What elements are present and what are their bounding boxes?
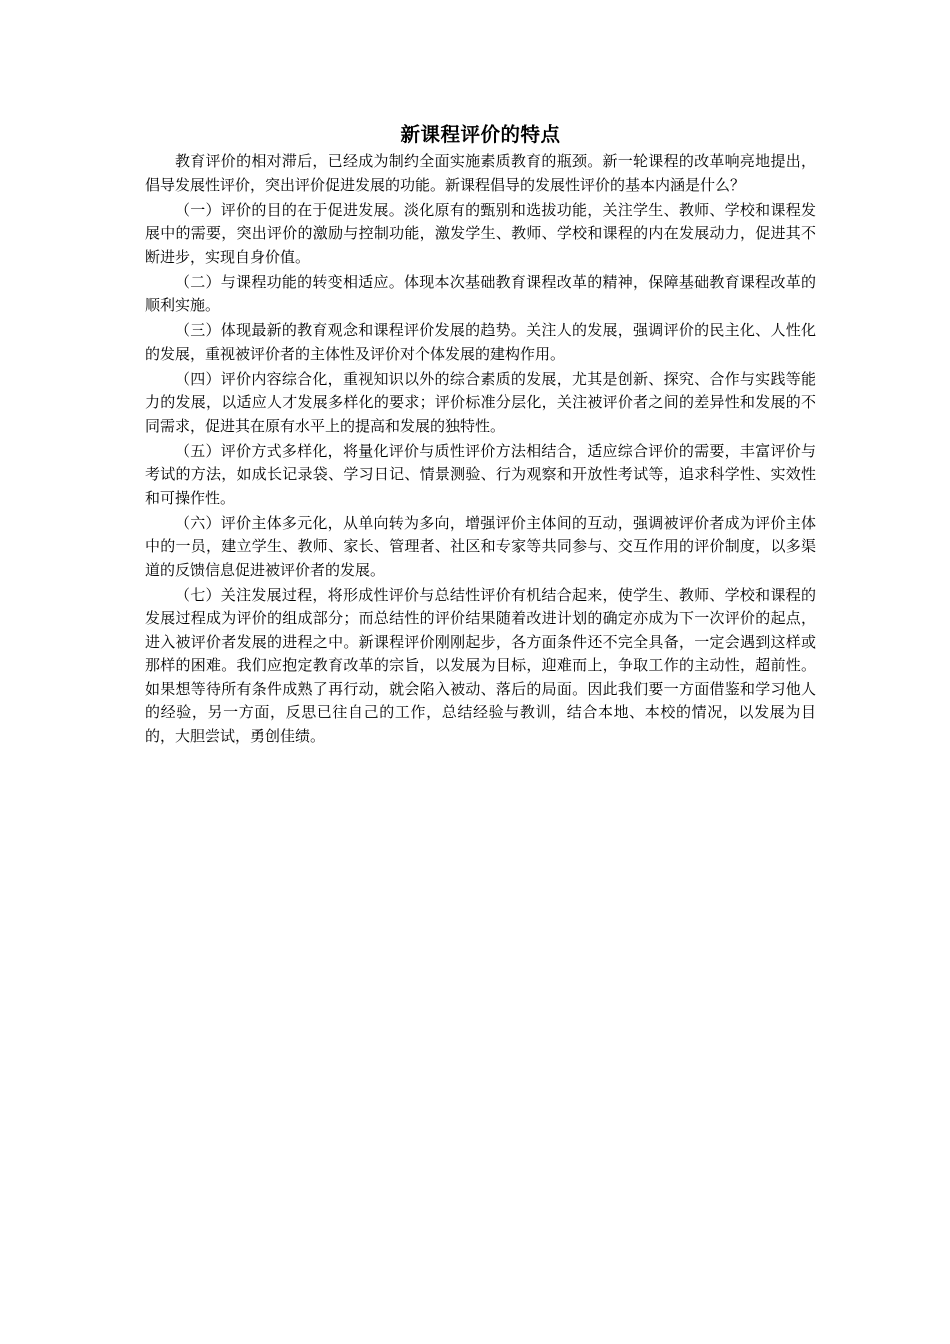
- paragraph-4: （四）评价内容综合化，重视知识以外的综合素质的发展，尤其是创新、探究、合作与实践等能力的发展，以适应人才发展多样化的要求；评价标准分层化，关注被评价者之间的差异性和发展的不同需求，促进其在原有水平上的提高和发展的独特性。: [145, 369, 816, 435]
- document-title: 新课程评价的特点: [400, 123, 561, 146]
- paragraph-3: （三）体现最新的教育观念和课程评价发展的趋势。关注人的发展，强调评价的民主化、人性化的发展，重视被评价者的主体性及评价对个体发展的建构作用。: [145, 321, 816, 363]
- paragraph-5: （五）评价方式多样化，将量化评价与质性评价方法相结合，适应综合评价的需要，丰富评价与考试的方法，如成长记录袋、学习日记、情景测验、行为观察和开放性考试等，追求科学性、实效性和可操作性。: [145, 441, 816, 507]
- paragraph-7: （七）关注发展过程，将形成性评价与总结性评价有机结合起来，使学生、教师、学校和课程的发展过程成为评价的组成部分；而总结性的评价结果随着改进计划的确定亦成为下一次评价的起点，进入被评价者发展的进程之中。新课程评价刚刚起步，各方面条件还不完全具备，一定会遇到这样或那样的困难。我们应抱定教育改革的宗旨，以发展为目标，迎难而上，争取工作的主动性，超前性。如果想等待所有条件成熟了再行动，就会陷入被动、落后的局面。因此我们要一方面借鉴和学习他人的经验，另一方面，反思已往自己的工作，总结经验与教训，结合本地、本校的情况，以发展为目的，大胆尝试，勇创佳绩。: [145, 585, 816, 745]
- intro-paragraph: 教育评价的相对滞后，已经成为制约全面实施素质教育的瓶颈。新一轮课程的改革响亮地提出，倡导发展性评价，突出评价促进发展的功能。新课程倡导的发展性评价的基本内涵是什么？: [145, 152, 816, 194]
- document-page: [145, 122, 816, 750]
- paragraph-1: （一）评价的目的在于促进发展。淡化原有的甄别和选拔功能，关注学生、教师、学校和课程发展中的需要，突出评价的激励与控制功能，激发学生、教师、学校和课程的内在发展动力，促进其不断进步，实现自身价值。: [145, 200, 816, 266]
- paragraph-6: （六）评价主体多元化，从单向转为多向，增强评价主体间的互动，强调被评价者成为评价主体中的一员，建立学生、教师、家长、管理者、社区和专家等共同参与、交互作用的评价制度，以多渠道的反馈信息促进被评价者的发展。: [145, 513, 816, 579]
- paragraph-2: （二）与课程功能的转变相适应。体现本次基础教育课程改革的精神，保障基础教育课程改革的顺利实施。: [145, 272, 816, 314]
